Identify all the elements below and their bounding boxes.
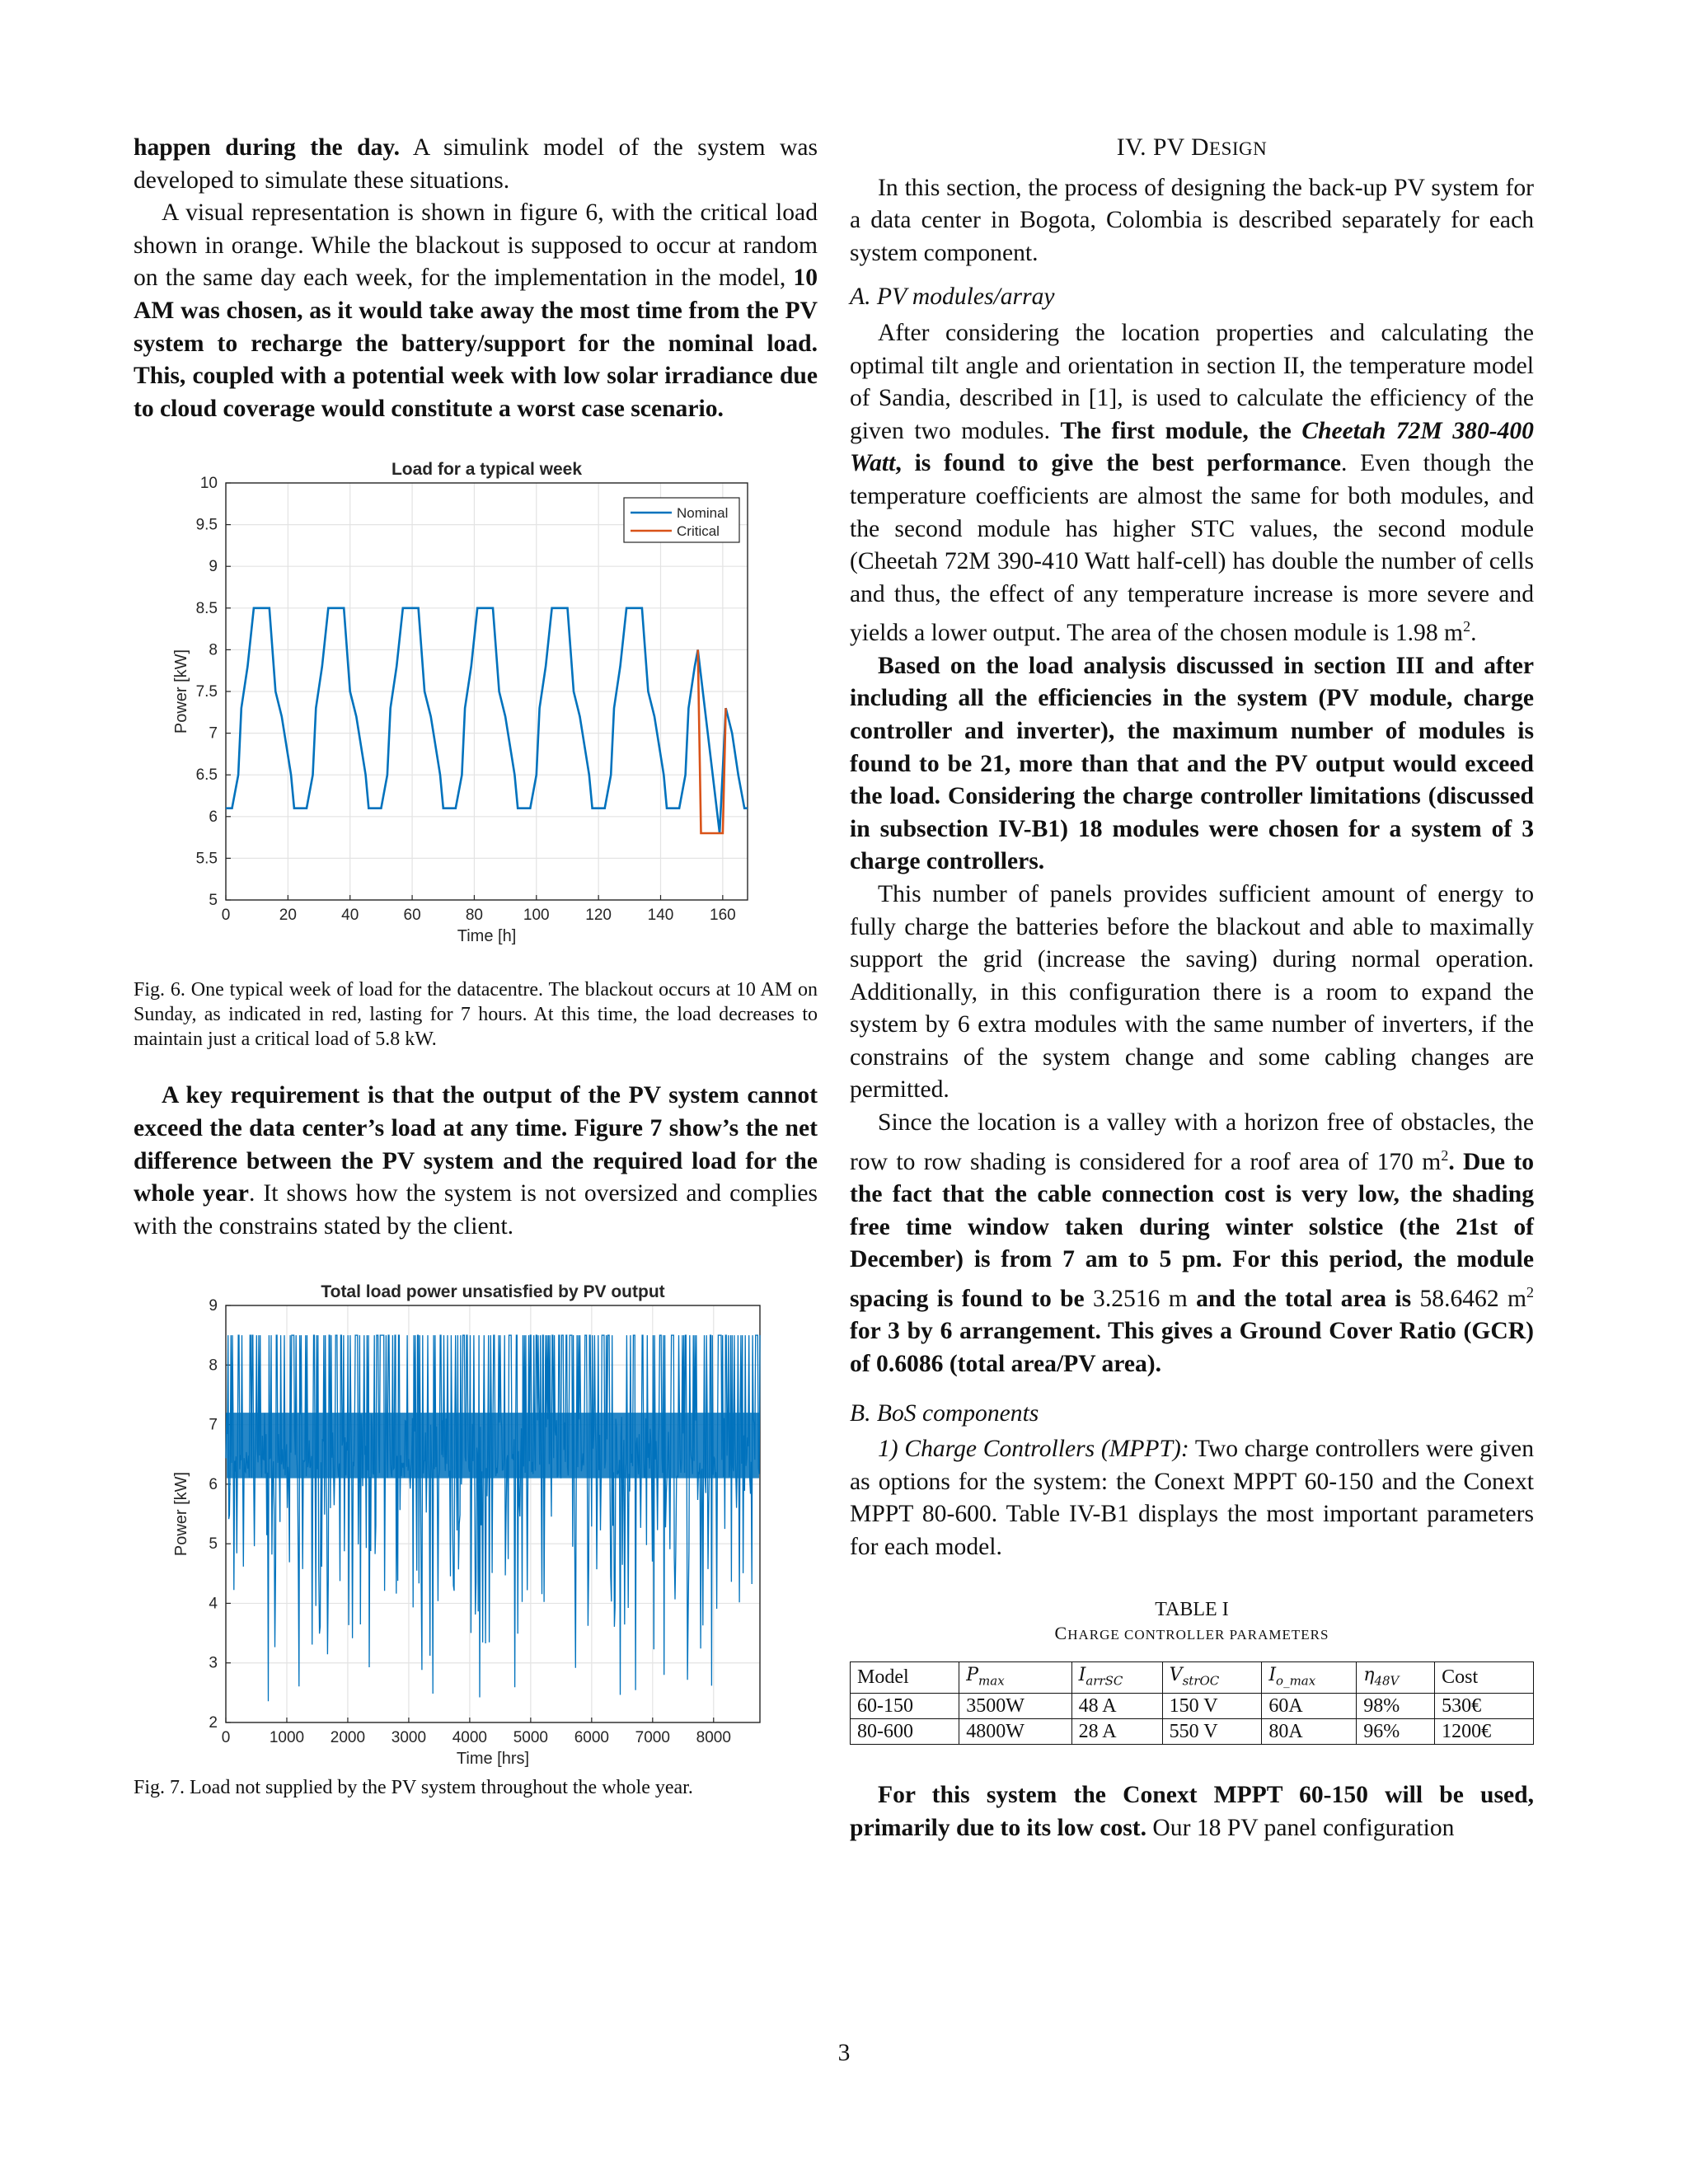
- y-tick-label: 9.5: [195, 516, 218, 534]
- x-tick-label: 0: [221, 1729, 231, 1747]
- left-column: [134, 132, 818, 1800]
- y-tick-label: 6.5: [195, 766, 218, 785]
- x-tick-label: 5000: [513, 1729, 549, 1747]
- y-tick-label: 5.5: [195, 850, 218, 868]
- y-tick-label: 6: [209, 808, 218, 827]
- figure-6: [134, 450, 818, 1052]
- y-tick-label: 6: [209, 1476, 218, 1494]
- subsection-a-paragraph-1: After considering the location properties and calculating the optimal tilt angle and orientation in section II, the temperature model of Sandia, described in [1], is used to calculate the efficiency of the given two modules. The first module, the Cheetah 72M 380-400 Watt, is found to give the best performance. Even though the temperature coefficients are almost the same for both modules, and the second module has higher STC values, the second module (Cheetah 72M 390-410 Watt half-cell) has double the number of cells and thus, the effect of any temperature increase is more severe and yields a lower output. The area of the chosen module is 1.98 $m^2$.: [850, 319, 1534, 647]
- y-tick-label: 9: [209, 558, 218, 576]
- y-axis-label: Power [kW]: [172, 649, 190, 734]
- x-tick-label: 7000: [635, 1729, 670, 1747]
- x-tick-label: 4000: [452, 1729, 488, 1747]
- x-tick-label: 2000: [330, 1729, 366, 1747]
- unsatisfied-load-chart: [134, 1272, 818, 1775]
- x-tick-label: 40: [341, 907, 359, 925]
- x-tick-label: 60: [403, 907, 421, 925]
- subsection-b1-paragraph: 1) Charge Controllers (MPPT): Two charge controllers were given as options for the system: the Conext MPPT 60-150 and the Conext MPPT 80-600. Table IV-B1 displays the most important parameters for each model.: [850, 1436, 1534, 1560]
- table-header-row: [851, 1661, 1534, 1693]
- y-tick-label: 4: [209, 1595, 218, 1613]
- x-axis-label: Time [hrs]: [456, 1750, 530, 1769]
- y-tick-label: 3: [209, 1655, 218, 1673]
- y-tick-label: 9: [209, 1297, 218, 1315]
- subsection-a-title: A. PV modules/array: [850, 284, 1055, 311]
- x-tick-label: 3000: [391, 1729, 427, 1747]
- x-tick-label: 140: [647, 907, 674, 925]
- x-tick-label: 1000: [269, 1729, 305, 1747]
- figure-7: [134, 1272, 818, 1800]
- table-row: 60-150 3500W 48 A 150 V 60A 98% 530€: [851, 1693, 1534, 1718]
- table-title: TABLE I: [1155, 1598, 1229, 1620]
- right-column: [850, 132, 1534, 1844]
- y-tick-label: 5: [209, 1535, 218, 1554]
- header-cost: Cost: [1435, 1661, 1534, 1693]
- subsection-a-paragraph-3: This number of panels provides sufficient amount of energy to fully charge the batteries before the blackout and able to maximally support the grid (increase the saving) during normal operation. Additionally, in this configuration there is a room to expand the system by 6 extra modules with the same number of inverters, if the constrains of the system change and some cabling changes are permitted.: [850, 880, 1534, 1104]
- intro-paragraph: In this section, the process of designing the back-up PV system for a data center in Bogota, Colombia is described separately for each system component.: [850, 174, 1534, 266]
- left-paragraph-3: A key requirement is that the output of the PV system cannot exceed the data center’s load at any time. Figure 7 show’s the net difference between the PV system and the required load for the whole year. It shows how the system is not oversized and complies with the constrains stated by the client.: [134, 1082, 818, 1240]
- charge-controller-table: [850, 1661, 1534, 1745]
- series-line-unsatisfied-load: [226, 1335, 760, 1701]
- table-subtitle: CHARGE CONTROLLER PARAMETERS: [1054, 1622, 1329, 1643]
- left-paragraph-2: A visual representation is shown in figure 6, with the critical load shown in orange. While the blackout is supposed to occur at random on the same day each week, for the implementation in the model, 10 AM was chosen, as it would take away the most time from the PV system to recharge the battery/support for the nominal load. This, coupled with a potential week with low solar irradiance due to cloud coverage would constitute a worst case scenario.: [134, 199, 818, 422]
- x-tick-label: 20: [279, 907, 297, 925]
- chart-title: Load for a typical week: [391, 460, 583, 480]
- page-number: 3: [837, 2040, 851, 2066]
- figure-6-caption: Fig. 6. One typical week of load for the datacentre. The blackout occurs at 10 AM on Sunday, as indicated in red, lasting for 7 hours. At this time, the load decreases to maintain just a critical load of 5.8 kW.: [134, 979, 818, 1051]
- header-model: Model: [851, 1661, 959, 1693]
- y-tick-label: 5: [209, 892, 218, 910]
- y-tick-label: 8: [209, 1357, 218, 1375]
- x-tick-label: 0: [221, 907, 231, 925]
- header-iarrsc: $I_{arrSC}$: [1071, 1661, 1162, 1693]
- y-tick-label: 7: [209, 1416, 218, 1434]
- y-tick-label: 2: [209, 1714, 218, 1732]
- subsection-a-paragraph-4: Since the location is a valley with a horizon free of obstacles, the row to row shading is considered for a roof area of 170 $m^2$. Due to the fact that the cable connection cost is very low, the shading free time window taken during winter solstice (the 21st of December) is from 7 am to 5 pm. For this period, the module spacing is found to be 3.2516 m and the total area is 58.6462 $m^2$ for 3 by 6 arrangement. This gives a Ground Cover Ratio (GCR) of 0.6086 (total area/PV area).: [850, 1109, 1534, 1377]
- table-row: 80-600 4800W 28 A 550 V 80A 96% 1200€: [851, 1718, 1534, 1744]
- figure-7-caption: Fig. 7. Load not supplied by the PV system throughout the whole year.: [134, 1777, 693, 1799]
- load-week-chart: [134, 450, 818, 977]
- y-tick-label: 8: [209, 641, 218, 659]
- y-axis-label: Power [kW]: [172, 1472, 190, 1557]
- x-tick-label: 80: [465, 907, 483, 925]
- subsection-a-paragraph-2: Based on the load analysis discussed in section III and after including all the efficiencies in the system (PV module, charge controller and inverter), the maximum number of modules is found to be 21, more than that and the PV output would exceed the load. Considering the charge controller limitations (discussed in subsection IV-B1) 18 modules were chosen for a system of 3 charge controllers.: [850, 652, 1534, 875]
- left-paragraph-1: happen during the day. A simulink model of the system was developed to simulate these situations.: [134, 134, 818, 194]
- x-tick-label: 120: [585, 907, 612, 925]
- y-tick-label: 7: [209, 724, 218, 743]
- x-tick-label: 8000: [696, 1729, 731, 1747]
- x-tick-label: 6000: [574, 1729, 609, 1747]
- header-iomax: $I_{o\_max}$: [1262, 1661, 1357, 1693]
- y-tick-label: 7.5: [195, 683, 218, 701]
- subsection-b-title: B. BoS components: [850, 1399, 1039, 1427]
- x-tick-label: 160: [710, 907, 736, 925]
- y-tick-label: 10: [199, 475, 218, 493]
- series-line-nominal: [226, 608, 748, 833]
- x-tick-label: 100: [523, 907, 550, 925]
- section-title: IV. PV DESIGN: [1116, 134, 1268, 161]
- final-paragraph: For this system the Conext MPPT 60-150 will be used, primarily due to its low cost. Our 18 PV panel configuration: [850, 1781, 1534, 1841]
- header-eta48v: $\eta_{48V}$: [1357, 1661, 1435, 1693]
- legend-label-critical: Critical: [677, 523, 720, 540]
- y-tick-label: 8.5: [195, 600, 218, 618]
- x-axis-label: Time [h]: [457, 927, 517, 946]
- legend-label-nominal: Nominal: [677, 505, 729, 522]
- chart-title: Total load power unsatisfied by PV output: [321, 1282, 665, 1302]
- series-dense-band: [227, 1413, 759, 1479]
- header-vstroc: $V_{strOC}$: [1162, 1661, 1262, 1693]
- header-pmax: $P_{max}$: [959, 1661, 1071, 1693]
- module-area: 1.98 m: [1395, 620, 1464, 647]
